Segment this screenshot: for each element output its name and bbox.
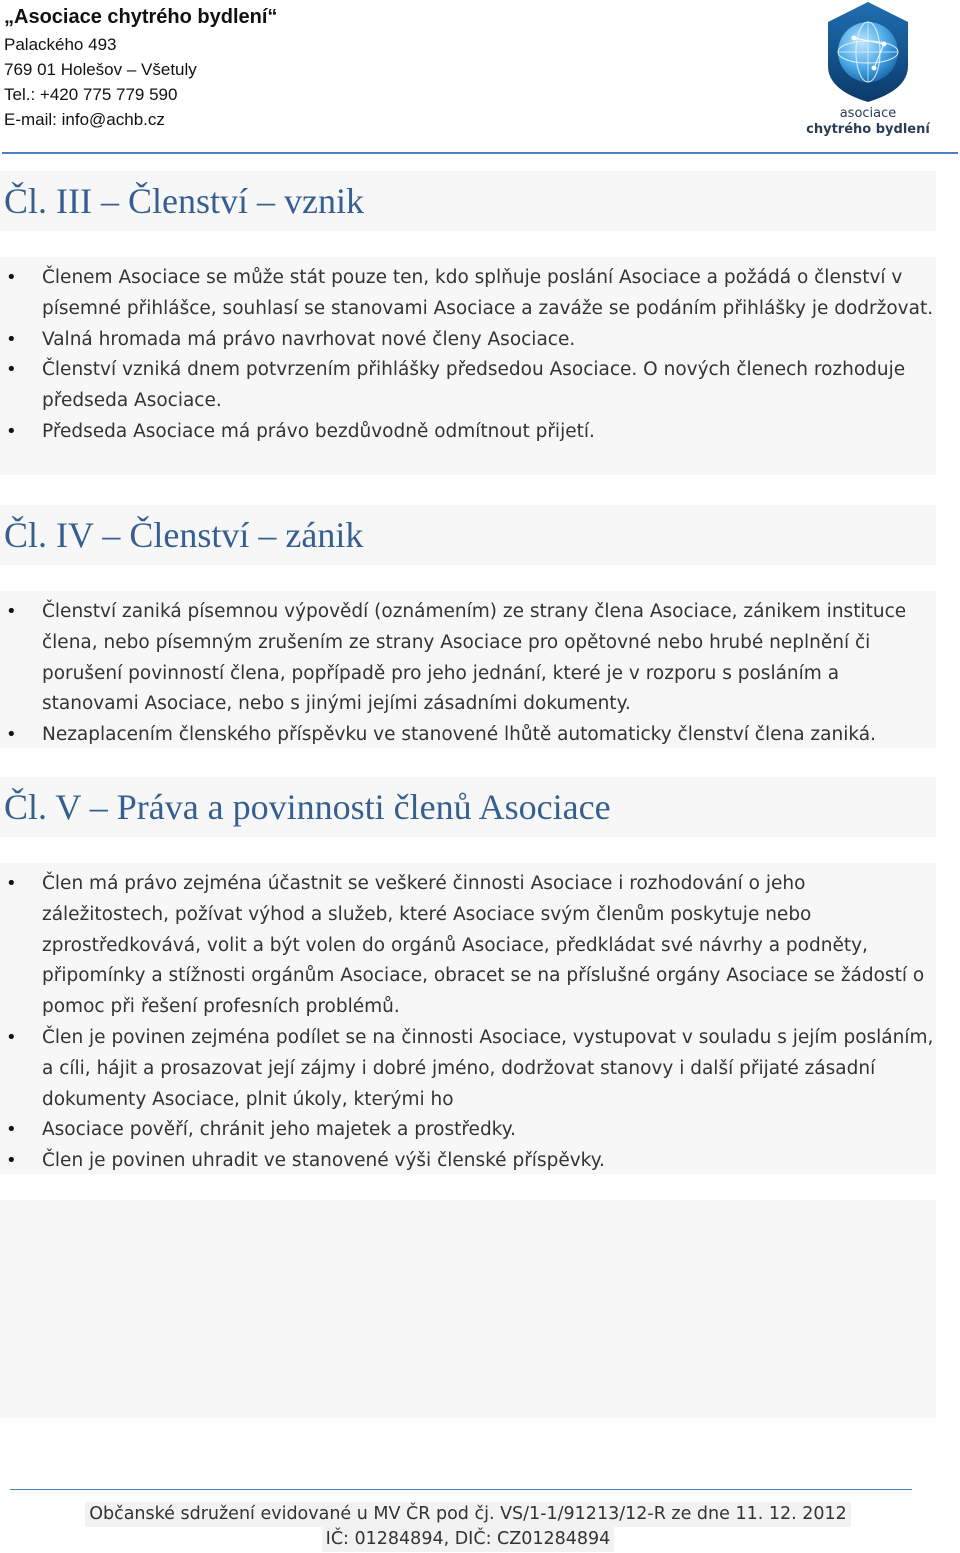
list-item: • Členství zaniká písemnou výpovědí (oznámením) ze strany člena Asociace, zánikem instituce člena, nebo písemným zrušením ze strany Asociace pro opětovné nebo hrubé neplnění či porušení povinností člena, popřípadě pro jeho jednání, které je v rozporu s posláním a stanovami Asociace, nebo s jinými jejími zásadními dokumenty.: [0, 597, 936, 720]
organization-logo: [806, 0, 930, 145]
organization-name: „Asociace chytrého bydlení“: [4, 6, 278, 28]
footer-divider: [10, 1489, 912, 1490]
section-body-clenstvi-zanik: [0, 591, 936, 748]
list-item: • Nezaplacením členského příspěvku ve stanovené lhůtě automaticky členství člena zaniká.: [0, 720, 936, 751]
letterhead: [0, 0, 960, 156]
address-street: Palackého 493: [4, 35, 117, 54]
organization-contact: [4, 4, 277, 132]
page-footer: [0, 1502, 936, 1552]
footer-registration: Občanské sdružení evidované u MV ČR pod čj. VS/1-1/91213/12-R ze dne 11. 12. 2012: [85, 1502, 851, 1527]
phone-number: Tel.: +420 775 779 590: [4, 85, 178, 104]
list-item: • Člen má právo zejména účastnit se veškeré činnosti Asociace i rozhodování o jeho záležitostech, požívat výhod a služeb, které Asociace svým členům poskytuje nebo zprostředkovává, volit a být volen do orgánů Asociace, předkládat své návrhy a podněty, připomínky a stížnosti orgánům Asociace, obracet se na příslušné orgány Asociace se žádostí o pomoc při řešení profesních problémů.: [0, 869, 936, 1023]
bullet-list: [0, 263, 936, 448]
list-item: • Člen je povinen uhradit ve stanovené výši členské příspěvky.: [0, 1146, 936, 1177]
email-address: E-mail: info@achb.cz: [4, 110, 165, 129]
empty-block: [0, 1200, 936, 1418]
list-item: • Členem Asociace se může stát pouze ten, kdo splňuje poslání Asociace a požádá o členství v písemné přihlášce, souhlasí se stanovami Asociace a zaváže se podáním přihlášky je dodržovat.: [0, 263, 936, 325]
logo-text-line1: asociace: [839, 106, 897, 121]
section-body-prava-povinnosti: [0, 863, 936, 1174]
logo-text-line2: chytrého bydlení: [806, 122, 930, 137]
list-item: • Člen je povinen zejména podílet se na činnosti Asociace, vystupovat v souladu s jejím posláním, a cíli, hájit a prosazovat její zájmy i dobré jméno, dodržovat stanovy i další přijaté zásadní dokumenty Asociace, plnit úkoly, kterými ho: [0, 1023, 936, 1115]
section-title-prava-povinnosti: Čl. V – Práva a povinnosti členů Asociace: [0, 777, 936, 837]
list-item: • Asociace pověří, chránit jeho majetek a prostředky.: [0, 1115, 936, 1146]
list-item: • Předseda Asociace má právo bezdůvodně odmítnout přijetí.: [0, 417, 936, 448]
section-body-clenstvi-vznik: [0, 257, 936, 475]
section-title-clenstvi-vznik: Čl. III – Členství – vznik: [0, 171, 936, 231]
header-divider: [2, 152, 958, 154]
list-item: • Členství vzniká dnem potvrzením přihlášky předsedou Asociace. O nových členech rozhoduje předseda Asociace.: [0, 355, 936, 417]
globe-shield-icon: [824, 0, 912, 104]
footer-tax-ids: IČ: 01284894, DIČ: CZ01284894: [322, 1527, 615, 1552]
address-city: 769 01 Holešov – Všetuly: [4, 60, 197, 79]
bullet-list: [0, 597, 936, 751]
list-item: • Valná hromada má právo navrhovat nové členy Asociace.: [0, 325, 936, 356]
section-title-clenstvi-zanik: Čl. IV – Členství – zánik: [0, 505, 936, 565]
bullet-list: [0, 869, 936, 1177]
